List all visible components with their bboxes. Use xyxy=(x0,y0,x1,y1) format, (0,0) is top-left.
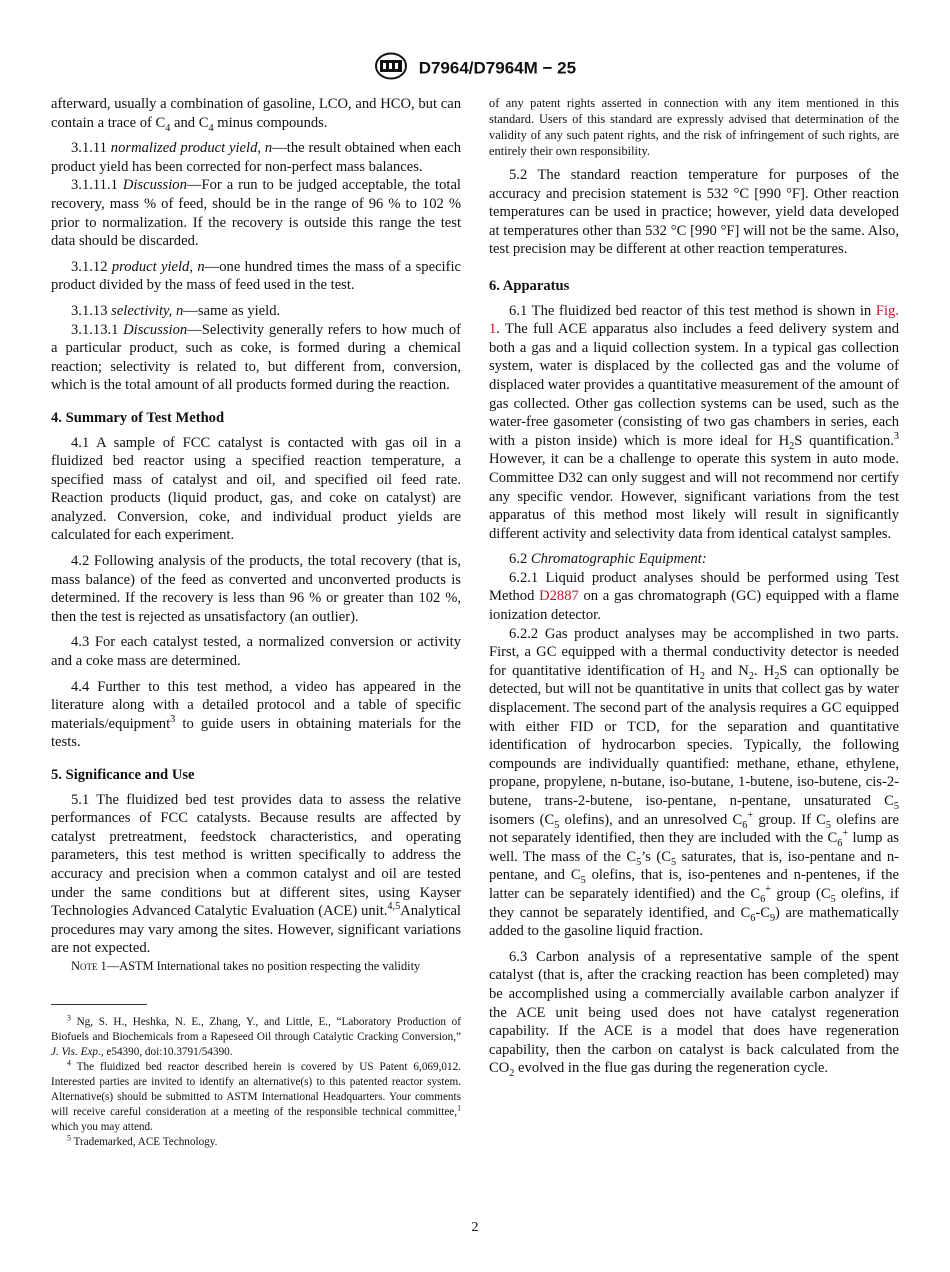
left-column xyxy=(51,95,461,1150)
footnote-divider xyxy=(51,1004,147,1005)
paragraph-6-1: 6.1 The fluidized bed reactor of this test method is shown in Fig. 1. The full ACE apparatus also includes a feed delivery system and both a gas and a liquid collection system. In a typical gas collection system, water is displaced by the collected gas and the volume of displaced water provides a quantitative measurement of the amount of gas collected. Other gas collection systems can be used, such as the water-free gasometer (consisting of two gas chambers in series, each with a piston inside) which is more ideal for $H_2S$ quantification.$^3$ However, it can be a challenge to operate this system in auto mode. Committee D32 can only suggest and will not recommend nor certify any specific vendor. However, significant variations from the test apparatus of this method most likely will result in significantly different activity and selectivity data from identical catalyst samples. xyxy=(489,302,899,542)
d2887-link[interactable]: D2887 xyxy=(539,588,579,605)
page-header xyxy=(0,52,950,85)
astm-logo-icon xyxy=(374,52,408,85)
fig-1-link[interactable]: Fig. 1 xyxy=(489,302,899,338)
note-1-continuation: of any patent rights asserted in connection with any item mentioned in this standard. Users of this standard are expressly advised that determination of the validity of any such patent rights, and the risk of infringement of such rights, are entirely their own responsibility. xyxy=(489,96,899,158)
footnote-4: $^4$ The fluidized bed reactor described herein is covered by US Patent 6,069,012. Interested parties are invited to identify an alternative(s) to this patented reactor system. Alternative(s) should be submitted to ASTM International Headquarters. Your comments will receive careful consideration at a meeting of the responsible technical committee,$^1$ which you may attend. xyxy=(51,1058,461,1133)
designation: D7964/D7964M − 25 xyxy=(418,58,577,78)
footnote-3: $^3$ Ng, S. H., Heshka, N. E., Zhang, Y., and Little, E., “Laboratory Production of Biofuels and Biochemicals from a Rapeseed Oil through Catalytic Cracking Conversion,” J. Vis. Exp., e54390, doi:10.3791/54390. xyxy=(51,1013,461,1058)
paragraph-6-2: 6.2 Chromatographic Equipment: xyxy=(509,551,707,568)
definition-3-1-13: 3.1.13 selectivity, n—same as yield. xyxy=(71,302,281,319)
paragraph-4-2: 4.2 Following analysis of the products, the total recovery (that is, mass balance) of the feed as converted and unconverted products is determined. If the recovery is less than 96 % or greater than 102 %, then the test is rejected as unsatisfactory (an outlier). xyxy=(51,553,461,625)
page-number: 2 xyxy=(471,1220,479,1235)
note-1: Note 1—ASTM International takes no position respecting the validity xyxy=(71,958,421,973)
right-column xyxy=(489,95,899,1078)
section-heading-5: 5. Significance and Use xyxy=(51,767,195,783)
discussion-3-1-11-1: 3.1.11.1 Discussion—For a run to be judged acceptable, the total recovery, mass % of feed, should be in the range of 96 % to 102 % prior to normalization. If the recovery is outside this range the test data should be discarded. xyxy=(51,177,461,250)
section-heading-6: 6. Apparatus xyxy=(489,277,570,294)
discussion-3-1-13-1: 3.1.13.1 Discussion—Selectivity generally refers to how much of a particular product, such as coke, is formed during a chemical reaction; selectivity is related to, but different from, conversion, which is the total amount of all products formed during the reaction. xyxy=(51,321,461,394)
paragraph-4-3: 4.3 For each catalyst tested, a normalized conversion or activity and a coke mass are determined. xyxy=(51,634,461,670)
paragraph-4-1: 4.1 A sample of FCC catalyst is contacted with gas oil in a fluidized bed reactor using a specified reaction temperature, a specified mass of catalyst and oil, and specified oil feed rate. Reaction products (liquid product, gas, and coke on catalyst) are analyzed. Conversion, coke, and individual product yields are calculated for each experiment. xyxy=(51,434,461,544)
paragraph-6-3: 6.3 Carbon analysis of a representative sample of the spent catalyst (that is, after the cracking reaction has been completed) may be accomplished using a commercially available carbon analyzer if the ACE unit being used does not have catalyst regeneration capability. If the ACE is a model that does have regeneration capability, then the carbon on catalyst is back calculated from the $CO_2$ evolved in the flue gas during the regeneration cycle. xyxy=(489,948,899,1080)
paragraph-6-2-2: 6.2.2 Gas product analyses may be accomplished in two parts. First, a GC equipped with a thermal conductivity detector is needed for quantitative identification of $H_2$ and $N_2$. $H_2S$ can optionally be detected, but will not be quantitative in units that collect gas by water displacement. The second part of the analysis requires a GC equipped with either FID or TCD, for the separation and quantitative identification of hydrocarbon species. Typically, the following compounds are individually quantified: methane, ethane, ethylene, propane, propylene, n-butane, iso-butane, 1-butene, iso-butene, cis-2-butene, trans-2-butene, iso-pentane, n-pentane, unsaturated $C_5$ isomers ($C_5$ olefins), and an unresolved $C_6^+$ group. If $C_5$ olefins are not separately identified, then they are included with the $C_6^+$ lump as well. The mass of the $C_5’s$ ($C_5$ saturates, that is, iso-pentane and n-pentane, and $C_5$ olefins, that is, iso-pentenes and n-pentenes, if the latter can be separately identified) and the $C_6^+$ group ($C_5$ olefins, if they cannot be separately identified, and $C_6-C_9$) are mathematically added to the gasoline liquid fraction. xyxy=(489,625,899,940)
section-heading-4: 4. Summary of Test Method xyxy=(51,409,225,426)
paragraph-continuation: afterward, usually a combination of gasoline, LCO, and HCO, but can contain a trace of $C_4$ and $C_4$ minus compounds. xyxy=(51,96,461,134)
paragraph-5-2: 5.2 The standard reaction temperature for purposes of the accuracy and precision statement is 532 °C [990 °F]. Other reaction temperatures can be used in practice; however, yield data developed at temperatures other than 532 °C [990 °F] will not be the same. Also, test precision may be different at other reaction temperatures. xyxy=(489,167,899,258)
footnote-5: $^5$ Trademarked, ACE Technology. xyxy=(67,1133,218,1148)
definition-3-1-12: 3.1.12 product yield, n—one hundred times the mass of a specific product divided by the mass of feed used in the test. xyxy=(51,258,461,294)
paragraph-4-4: 4.4 Further to this test method, a video has appeared in the literature along with a detailed protocol and a table of specific materials/equipment$^3$ to guide users in obtaining materials for the tests. xyxy=(51,678,461,751)
paragraph-6-2-1: 6.2.1 Liquid product analyses should be performed using Test Method D2887 on a gas chromatograph (GC) equipped with a flame ionization detector. xyxy=(489,569,899,624)
definition-3-1-11: 3.1.11 normalized product yield, n—the result obtained when each product yield has been corrected for non-perfect mass balances. xyxy=(51,140,462,175)
paragraph-5-1: 5.1 The fluidized bed test provides data to assess the relative performances of FCC catalysts. Because results are affected by catalyst pretreatment, feedstock characteristics, and operating parameters, this test method is written specifically to address the accuracy and precision when a common catalyst and oil are tested under the same conditions but at different sites, using Kayser Technologies Advanced Catalytic Evaluation (ACE) unit.$^{4,5}$Analytical procedures may vary among the sites. However, significant variations are not expected. xyxy=(51,791,461,957)
